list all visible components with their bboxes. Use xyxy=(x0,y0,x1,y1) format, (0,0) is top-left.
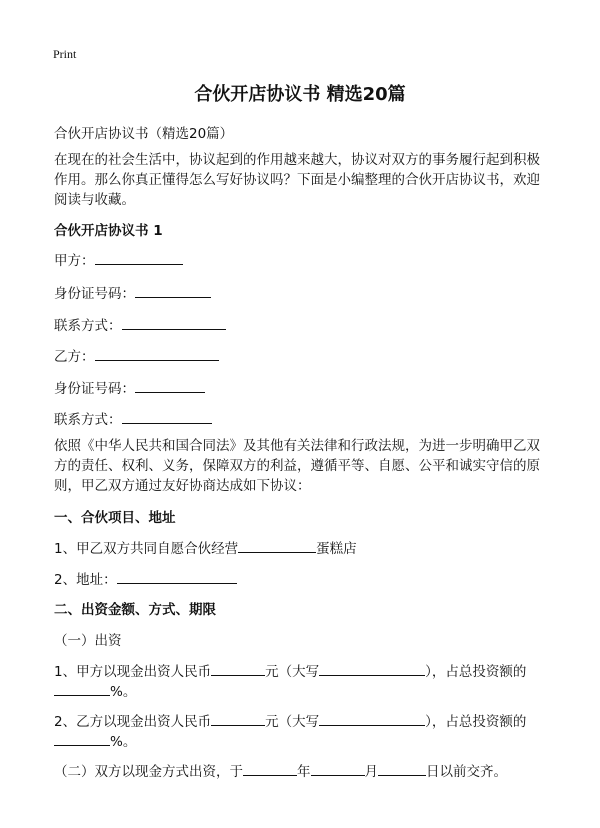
payment-deadline xyxy=(54,760,507,780)
party-b-label: 乙方： xyxy=(54,349,95,365)
section-title: 合伙开店协议书 1 xyxy=(54,223,163,239)
id-b-row xyxy=(54,377,205,397)
clause1-item1 xyxy=(54,537,357,557)
party-a-row xyxy=(54,249,183,269)
address-label: 2、地址： xyxy=(54,572,117,588)
clause1-item1-suffix: 蛋糕店 xyxy=(316,541,357,557)
clause2-heading: 二、出资金额、方式、期限 xyxy=(54,602,216,618)
print-label[interactable]: Print xyxy=(53,47,77,61)
basis-paragraph xyxy=(54,436,554,496)
document-title: 合伙开店协议书 精选20篇 xyxy=(194,84,406,105)
id-a-blank xyxy=(135,283,211,298)
b-contribution-prefix: 2、乙方以现金出资人民币 xyxy=(54,714,212,730)
contact-a-blank xyxy=(122,315,226,330)
year-text: 年 xyxy=(297,764,311,780)
a-contribution-prefix: 1、甲方以现金出资人民币 xyxy=(54,664,212,680)
party-b-row xyxy=(54,345,219,365)
party-a-label: 甲方： xyxy=(54,253,95,269)
contact-b-label: 联系方式： xyxy=(54,412,122,428)
id-a-row xyxy=(54,282,211,302)
contact-b-row xyxy=(54,408,212,428)
clause1-heading: 一、合伙项目、地址 xyxy=(54,510,176,526)
a-percent-text: %。 xyxy=(110,684,137,700)
contact-a-row xyxy=(54,314,226,334)
a-percent-blank xyxy=(54,681,110,696)
business-blank xyxy=(238,538,316,553)
intro-line-2: 作用。那么你真正懂得怎么写好协议吗？下面是小编整理的合伙开店协议书，欢迎 xyxy=(54,172,540,188)
intro-paragraph xyxy=(54,150,554,210)
intro-line-3: 阅读与收藏。 xyxy=(54,192,135,208)
b-yuan-text: 元（大写 xyxy=(265,714,320,730)
contact-b-blank xyxy=(122,409,212,424)
party-b-blank xyxy=(95,346,219,361)
basis-line-1: 依照《中华人民共和国合同法》及其他有关法律和行政法规，为进一步明确甲乙双 xyxy=(54,438,540,454)
deadline-suffix: 日以前交齐。 xyxy=(426,764,507,780)
year-blank xyxy=(243,761,297,776)
b-amount-words-blank xyxy=(319,711,425,726)
id-b-blank xyxy=(135,378,205,393)
month-text: 月 xyxy=(364,764,378,780)
basis-line-3: 则，甲乙双方通过友好协商达成如下协议： xyxy=(54,478,311,494)
party-a-contribution xyxy=(54,660,526,680)
b-percent-text: %。 xyxy=(110,734,137,750)
a-amount-blank xyxy=(211,661,265,676)
address-blank xyxy=(117,569,237,584)
party-b-percent-row xyxy=(54,730,136,750)
document-subtitle: 合伙开店协议书（精选20篇） xyxy=(54,126,234,142)
party-a-blank xyxy=(95,250,183,265)
clause1-item1-prefix: 1、甲乙双方共同自愿合伙经营 xyxy=(54,541,239,557)
party-a-percent-row xyxy=(54,680,136,700)
contribution-subheading: （一）出资 xyxy=(54,633,122,649)
deadline-prefix: （二）双方以现金方式出资，于 xyxy=(54,764,243,780)
month-blank xyxy=(311,761,365,776)
a-yuan-text: 元（大写 xyxy=(265,664,320,680)
a-ratio-text: ），占总投资额的 xyxy=(425,664,527,680)
day-blank xyxy=(378,761,426,776)
id-a-label: 身份证号码： xyxy=(54,286,135,302)
intro-line-1: 在现在的社会生活中，协议起到的作用越来越大，协议对双方的事务履行起到积极 xyxy=(54,152,540,168)
basis-line-2: 方的责任、权利、义务，保障双方的利益，遵循平等、自愿、公平和诚实守信的原 xyxy=(54,458,540,474)
party-b-contribution xyxy=(54,710,526,730)
b-amount-blank xyxy=(211,711,265,726)
b-percent-blank xyxy=(54,731,110,746)
id-b-label: 身份证号码： xyxy=(54,381,135,397)
b-ratio-text: ），占总投资额的 xyxy=(425,714,527,730)
contact-a-label: 联系方式： xyxy=(54,318,122,334)
clause1-item2 xyxy=(54,568,237,588)
a-amount-words-blank xyxy=(319,661,425,676)
